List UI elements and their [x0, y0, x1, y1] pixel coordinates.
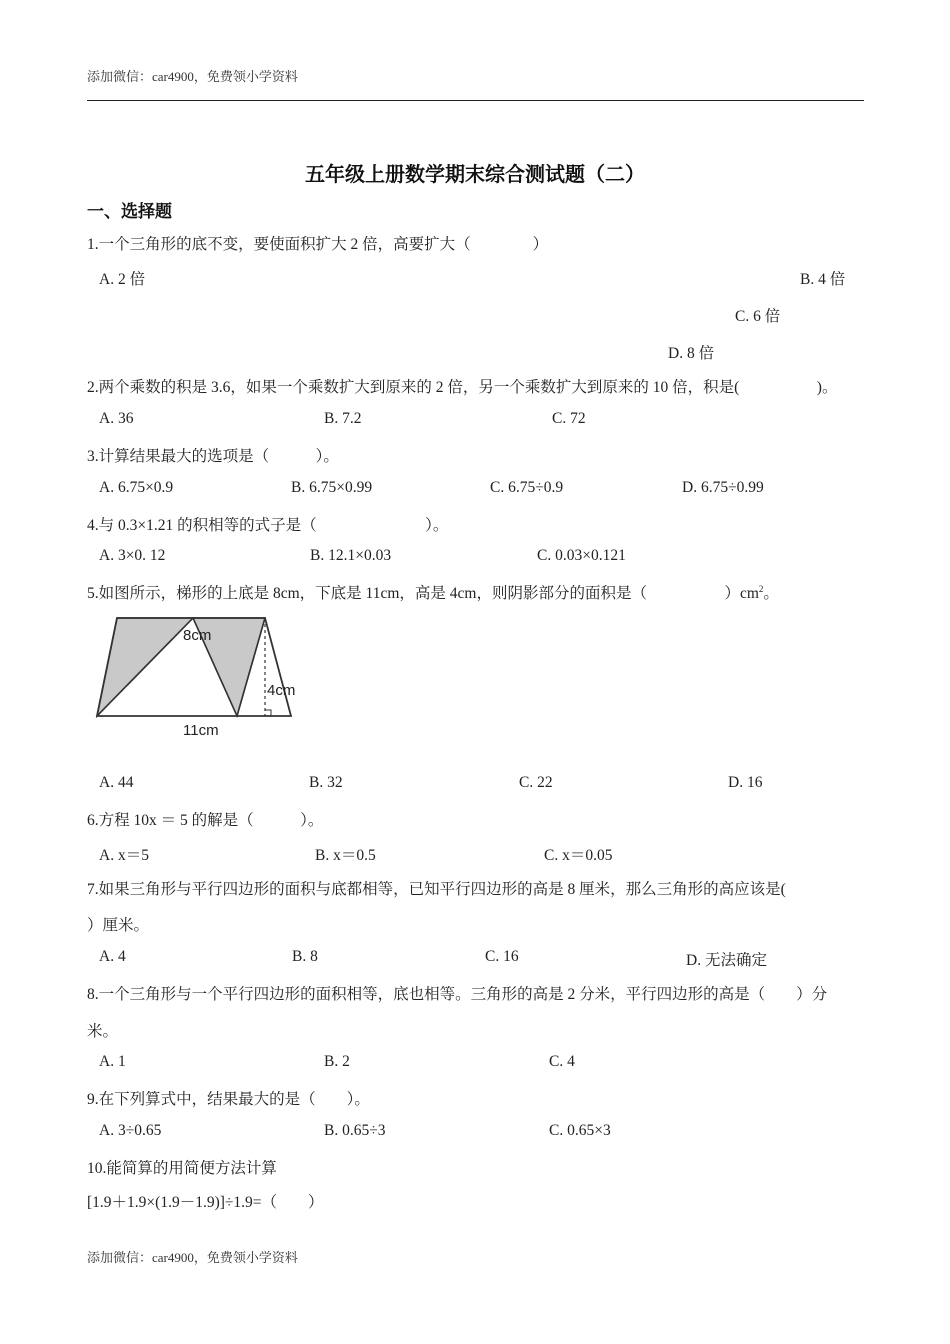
- question-9-option-c: C. 0.65×3: [549, 1122, 611, 1139]
- label-bottom-base: 11cm: [183, 722, 219, 739]
- question-4-stem: 4.与 0.3×1.21 的积相等的式子是（ ）。: [87, 517, 449, 534]
- question-9-option-b: B. 0.65÷3: [324, 1122, 386, 1139]
- question-5-stem-end: 。: [763, 585, 779, 602]
- question-4-option-a: A. 3×0. 12: [99, 547, 166, 564]
- question-2-stem: 2.两个乘数的积是 3.6，如果一个乘数扩大到原来的 2 倍，另一个乘数扩大到原来的 10 倍，积是( )。: [87, 379, 838, 396]
- question-1-option-d: D. 8 倍: [668, 345, 715, 362]
- question-4-option-b: B. 12.1×0.03: [310, 547, 392, 564]
- question-3-option-b: B. 6.75×0.99: [291, 479, 373, 496]
- question-1-option-c: C. 6 倍: [735, 308, 781, 325]
- question-7-option-b: B. 8: [292, 948, 318, 965]
- question-10-stem: 10.能简算的用简便方法计算: [87, 1160, 277, 1177]
- question-5-stem-text: 5.如图所示，梯形的上底是 8cm，下底是 11cm，高是 4cm，则阴影部分的面积是（ ）cm: [87, 585, 759, 602]
- label-top-base: 8cm: [183, 627, 212, 644]
- question-8-stem-line2: 米。: [87, 1023, 119, 1040]
- question-2-option-a: A. 36: [99, 410, 134, 427]
- header-note: 添加微信：car4900，免费领小学资料: [87, 69, 298, 84]
- question-3-option-c: C. 6.75÷0.9: [490, 479, 564, 496]
- question-10-expression: [1.9＋1.9×(1.9－1.9)]÷1.9=（ ）: [87, 1194, 324, 1211]
- question-8-option-a: A. 1: [99, 1053, 126, 1070]
- question-3-option-d: D. 6.75÷0.99: [682, 479, 764, 496]
- question-4-option-c: C. 0.03×0.121: [537, 547, 626, 564]
- question-6-option-b: B. x＝0.5: [315, 847, 376, 864]
- question-5-option-c: C. 22: [519, 774, 553, 791]
- question-3-stem: 3.计算结果最大的选项是（ ）。: [87, 448, 339, 465]
- question-5-unit-superscript: 2: [758, 583, 764, 594]
- page-title: 五年级上册数学期末综合测试题（二）: [305, 164, 645, 186]
- question-5-option-b: B. 32: [309, 774, 343, 791]
- question-5-option-a: A. 44: [99, 774, 134, 791]
- question-3-option-a: A. 6.75×0.9: [99, 479, 174, 496]
- question-8-stem-line1: 8.一个三角形与一个平行四边形的面积相等，底也相等。三角形的高是 2 分米，平行四边形的高是（ ）分: [87, 986, 828, 1003]
- section-heading: 一、选择题: [87, 202, 172, 221]
- label-height: 4cm: [267, 682, 296, 699]
- question-2-option-c: C. 72: [552, 410, 586, 427]
- trapezoid-figure: [87, 613, 312, 743]
- question-9-stem: 9.在下列算式中，结果最大的是（ ）。: [87, 1091, 370, 1108]
- question-6-stem: 6.方程 10x ＝ 5 的解是（ ）。: [87, 812, 324, 829]
- question-1-option-a: A. 2 倍: [99, 271, 146, 288]
- question-1-option-b: B. 4 倍: [800, 271, 846, 288]
- question-2-option-b: B. 7.2: [324, 410, 362, 427]
- footer-note: 添加微信：car4900，免费领小学资料: [87, 1250, 298, 1265]
- question-6-option-c: C. x＝0.05: [544, 847, 613, 864]
- question-8-option-c: C. 4: [549, 1053, 575, 1070]
- question-1-stem: 1.一个三角形的底不变，要使面积扩大 2 倍，高要扩大（ ）: [87, 236, 549, 253]
- question-7-option-c: C. 16: [485, 948, 519, 965]
- question-7-stem-line1: 7.如果三角形与平行四边形的面积与底都相等，已知平行四边形的高是 8 厘米，那么三角形的高应该是(: [87, 881, 786, 898]
- question-8-option-b: B. 2: [324, 1053, 350, 1070]
- header-rule: [87, 100, 864, 101]
- question-7-option-a: A. 4: [99, 948, 126, 965]
- question-7-stem-line2: ）厘米。: [87, 917, 150, 934]
- question-5-option-d: D. 16: [728, 774, 763, 791]
- question-9-option-a: A. 3÷0.65: [99, 1122, 162, 1139]
- question-5-stem: [87, 581, 779, 603]
- question-6-option-a: A. x＝5: [99, 847, 149, 864]
- question-7-option-d: D. 无法确定: [686, 952, 767, 969]
